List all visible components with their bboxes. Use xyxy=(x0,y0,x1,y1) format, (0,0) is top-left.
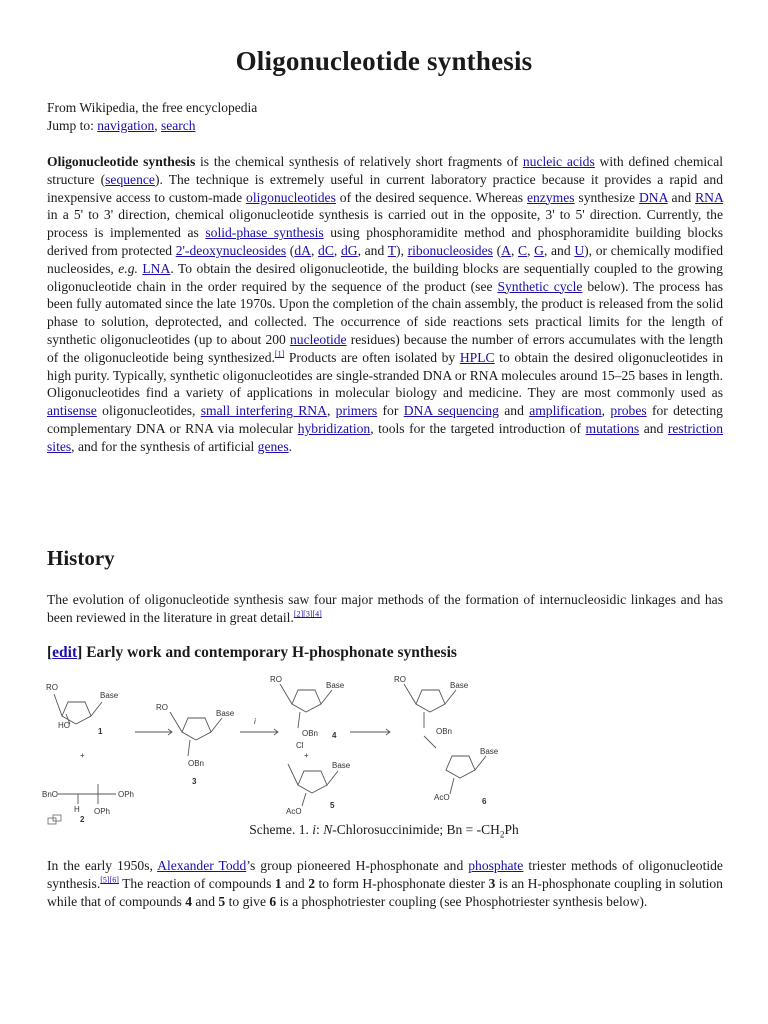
link-dg[interactable]: dG xyxy=(340,242,358,258)
bold-text: Oligonucleotide synthesis xyxy=(47,154,196,169)
link-restriction-sites[interactable]: restriction sites xyxy=(47,420,723,454)
history-heading: History xyxy=(47,546,115,570)
link-hybridization[interactable]: hybridization xyxy=(297,420,371,436)
svg-text:+: + xyxy=(304,751,309,760)
text-run: ), xyxy=(396,242,408,258)
text-run: , xyxy=(510,242,518,258)
svg-text:2: 2 xyxy=(80,815,85,824)
section-heading: [edit] Early work and contemporary H-phosphonate synthesis xyxy=(47,644,457,661)
bold-text: 5 xyxy=(218,893,226,909)
citation-link[interactable]: [1] xyxy=(274,349,285,359)
sugar-ring-6a xyxy=(416,690,445,712)
link-phosphate[interactable]: phosphate xyxy=(468,858,524,873)
svg-text:Base: Base xyxy=(326,681,345,690)
svg-text:H: H xyxy=(74,805,80,814)
bold-text: 6 xyxy=(269,893,277,909)
link-nucleotide[interactable]: nucleotide xyxy=(289,331,347,347)
intro-paragraph xyxy=(47,153,723,456)
svg-text:RO: RO xyxy=(46,683,58,692)
text-run: , xyxy=(310,242,319,258)
page-title: Oligonucleotide synthesis xyxy=(235,46,533,76)
text-run: synthesize xyxy=(574,189,639,205)
svg-text:6: 6 xyxy=(482,797,487,806)
italic-text: e.g. xyxy=(118,260,138,276)
text-run: residues) because the number of errors accumulates with the length of the oligonucleotide being synthesized. xyxy=(47,331,724,365)
link-c[interactable]: C xyxy=(518,242,528,258)
text-run: and xyxy=(191,893,219,909)
text-run: is a phosphotriester coupling (see Phosphotriester synthesis below). xyxy=(276,893,648,909)
link-dna-sequencing[interactable]: DNA sequencing xyxy=(403,403,499,419)
svg-text:AcO: AcO xyxy=(434,793,450,802)
text-run: and xyxy=(498,403,530,419)
svg-text:HO: HO xyxy=(58,721,70,730)
svg-text:+: + xyxy=(80,751,85,760)
link-hplc[interactable]: HPLC xyxy=(459,349,495,365)
link-rna[interactable]: RNA xyxy=(695,189,724,205)
link-dc[interactable]: dC xyxy=(318,242,334,258)
citation-link[interactable]: [5][6] xyxy=(100,875,119,885)
sugar-ring-5 xyxy=(298,771,327,793)
text-run: The reaction of compounds xyxy=(118,875,275,891)
reaction-scheme-image xyxy=(40,676,740,826)
link-u[interactable]: U xyxy=(574,242,585,258)
text-run: , xyxy=(333,242,341,258)
text-run: and xyxy=(639,420,668,436)
link-alexander-todd[interactable]: Alexander Todd xyxy=(157,858,247,873)
text-run: and xyxy=(667,189,696,205)
svg-text:Cl: Cl xyxy=(296,741,304,750)
jump-links xyxy=(47,117,196,135)
text-run: ( xyxy=(492,242,502,258)
text-run: oligonucleotides, xyxy=(96,403,201,419)
todd-paragraph xyxy=(47,857,723,910)
link-solid-phase-synthesis[interactable]: solid-phase synthesis xyxy=(205,225,324,241)
text-run: below). The process has been fully automated since the late 1970s. Upon the completion of the chain assembly, the product is released from the solid phase to solution, deprotected, and collected. The occurrence of side reactions sets practical limits for the length of synthetic oligonucleotides (up to about 200 xyxy=(47,278,724,347)
text-run: is an H-phosphonate coupling in solution while that of compounds xyxy=(47,875,723,909)
text-run: In the early 1950s, xyxy=(47,858,158,873)
svg-text:OBn: OBn xyxy=(436,727,453,736)
svg-text:Base: Base xyxy=(100,691,119,700)
link-g[interactable]: G xyxy=(534,242,544,258)
link-oligonucleotides[interactable]: oligonucleotides xyxy=(246,189,336,205)
text-run: , xyxy=(527,242,535,258)
jump-label: Jump to: xyxy=(47,118,94,133)
svg-text:5: 5 xyxy=(330,801,335,810)
svg-text:Base: Base xyxy=(332,761,351,770)
text-run: Products are often isolated by xyxy=(284,349,460,365)
svg-text:Base: Base xyxy=(450,681,469,690)
sugar-ring-6b xyxy=(446,756,475,778)
text-run: , and xyxy=(357,242,388,258)
citation-link[interactable]: [2][3][4] xyxy=(293,609,322,619)
edit-link[interactable]: edit xyxy=(52,644,78,661)
svg-text:RO: RO xyxy=(394,676,406,684)
text-run: and xyxy=(281,875,309,891)
link-enzymes[interactable]: enzymes xyxy=(526,189,575,205)
link-small-interfering-rna[interactable]: small interfering RNA xyxy=(200,403,327,419)
link-ribonucleosides[interactable]: ribonucleosides xyxy=(407,242,493,258)
text-run: in a 5' to 3' direction, chemical oligonucleotide synthesis is carried out in the opposite, 3' to 5' direction. Currently, the process is implemented as xyxy=(47,207,723,241)
svg-text:OBn: OBn xyxy=(188,759,205,768)
text-run: ( xyxy=(286,242,295,258)
link-mutations[interactable]: mutations xyxy=(585,420,640,436)
bold-text: 2 xyxy=(308,875,315,891)
text-run: for xyxy=(377,403,404,419)
text-run: ), or chemically modified nucleosides, xyxy=(47,242,724,276)
text-run: . xyxy=(288,438,293,454)
text-run: triester methods of oligonucleotide synthesis. xyxy=(47,858,723,891)
link-dna[interactable]: DNA xyxy=(638,189,668,205)
text-run: ’s group pioneered H-phosphonate and xyxy=(246,858,469,873)
link-amplification[interactable]: amplification xyxy=(529,403,602,419)
history-paragraph xyxy=(47,591,723,627)
text-run: to obtain the desired oligonucleotides in high purity. Typically, synthetic oligonucleotides are single-stranded DNA or RNA molecules around 15–25 bases in length. Oligonucleotides find a variety of applications in molecular biology and medicine. They are most commonly used as xyxy=(47,349,724,401)
text-run: using phosphoramidite method and phosphoramidite building blocks derived from protected xyxy=(47,225,723,258)
bold-text: 1 xyxy=(274,875,282,891)
link-primers[interactable]: primers xyxy=(335,403,378,419)
text-run: , and for the synthesis of artificial xyxy=(71,438,258,454)
svg-text:Base: Base xyxy=(216,709,235,718)
svg-text:Base: Base xyxy=(480,747,499,756)
navigation-link[interactable]: navigation xyxy=(97,118,155,133)
text-run: The evolution of oligonucleotide synthesis saw four major methods of the formation of internucleosidic linkages and has been reviewed in the literature in great detail. xyxy=(47,592,723,625)
text-run: , xyxy=(601,403,611,419)
link-2-deoxynucleosides[interactable]: 2'-deoxynucleosides xyxy=(175,242,287,258)
site-tagline: From Wikipedia, the free encyclopedia xyxy=(47,100,258,115)
link-synthetic-cycle[interactable]: Synthetic cycle xyxy=(497,278,583,294)
text-run: , tools for the targeted introduction of xyxy=(370,420,586,436)
text-run: to form H-phosphonate diester xyxy=(314,875,489,891)
link-lna[interactable]: LNA xyxy=(142,260,171,276)
svg-text:OBn: OBn xyxy=(302,729,319,738)
svg-text:RO: RO xyxy=(156,703,168,712)
link-probes[interactable]: probes xyxy=(610,403,647,419)
bold-text: 3 xyxy=(488,875,496,891)
sugar-ring-3 xyxy=(182,718,211,740)
svg-text:RO: RO xyxy=(270,676,282,684)
svg-text:OPh: OPh xyxy=(94,807,111,816)
text-run: with defined chemical structure ( xyxy=(47,154,724,187)
svg-text:1: 1 xyxy=(98,727,103,736)
text-run: of the desired sequence. Whereas xyxy=(335,189,527,205)
sugar-ring-4 xyxy=(292,690,321,712)
svg-text:OPh: OPh xyxy=(118,790,135,799)
link-t[interactable]: T xyxy=(387,242,396,258)
svg-text:3: 3 xyxy=(192,777,197,786)
svg-text:4: 4 xyxy=(332,731,337,740)
scheme-caption: Scheme. 1. i: N-Chlorosuccinimide; $Bn = -CH_2Ph$ xyxy=(249,822,519,840)
text-run: for detecting complementary DNA or RNA via molecular xyxy=(47,403,723,436)
link-sequence[interactable]: sequence xyxy=(105,171,155,187)
text-run: , xyxy=(326,403,336,419)
svg-text:i: i xyxy=(254,717,256,726)
svg-text:BnO: BnO xyxy=(42,790,59,799)
section-title: Early work and contemporary H-phosphonate synthesis xyxy=(86,644,457,661)
search-link[interactable]: search xyxy=(161,118,196,133)
text-run: to give xyxy=(225,893,270,909)
svg-text:AcO: AcO xyxy=(286,807,302,816)
link-da[interactable]: dA xyxy=(294,242,311,258)
text-run: , and xyxy=(543,242,575,258)
bold-text: 4 xyxy=(185,893,192,909)
text-run: . To obtain the desired oligonucleotide, the building blocks are sequentially coupled to the growing oligonucleotide chain in the order required by the sequence of the product (see xyxy=(47,260,723,294)
link-a[interactable]: A xyxy=(501,242,511,258)
text-run: ). The technique is extremely useful in current laboratory practice because it provides a rapid and inexpensive access to custom-made xyxy=(47,171,723,205)
link-genes[interactable]: genes xyxy=(257,438,289,454)
text-run: is the chemical synthesis of relatively short fragments of xyxy=(195,154,523,169)
link-antisense[interactable]: antisense xyxy=(47,403,97,419)
jump-separator: , xyxy=(154,118,158,133)
link-nucleic-acids[interactable]: nucleic acids xyxy=(522,154,595,169)
